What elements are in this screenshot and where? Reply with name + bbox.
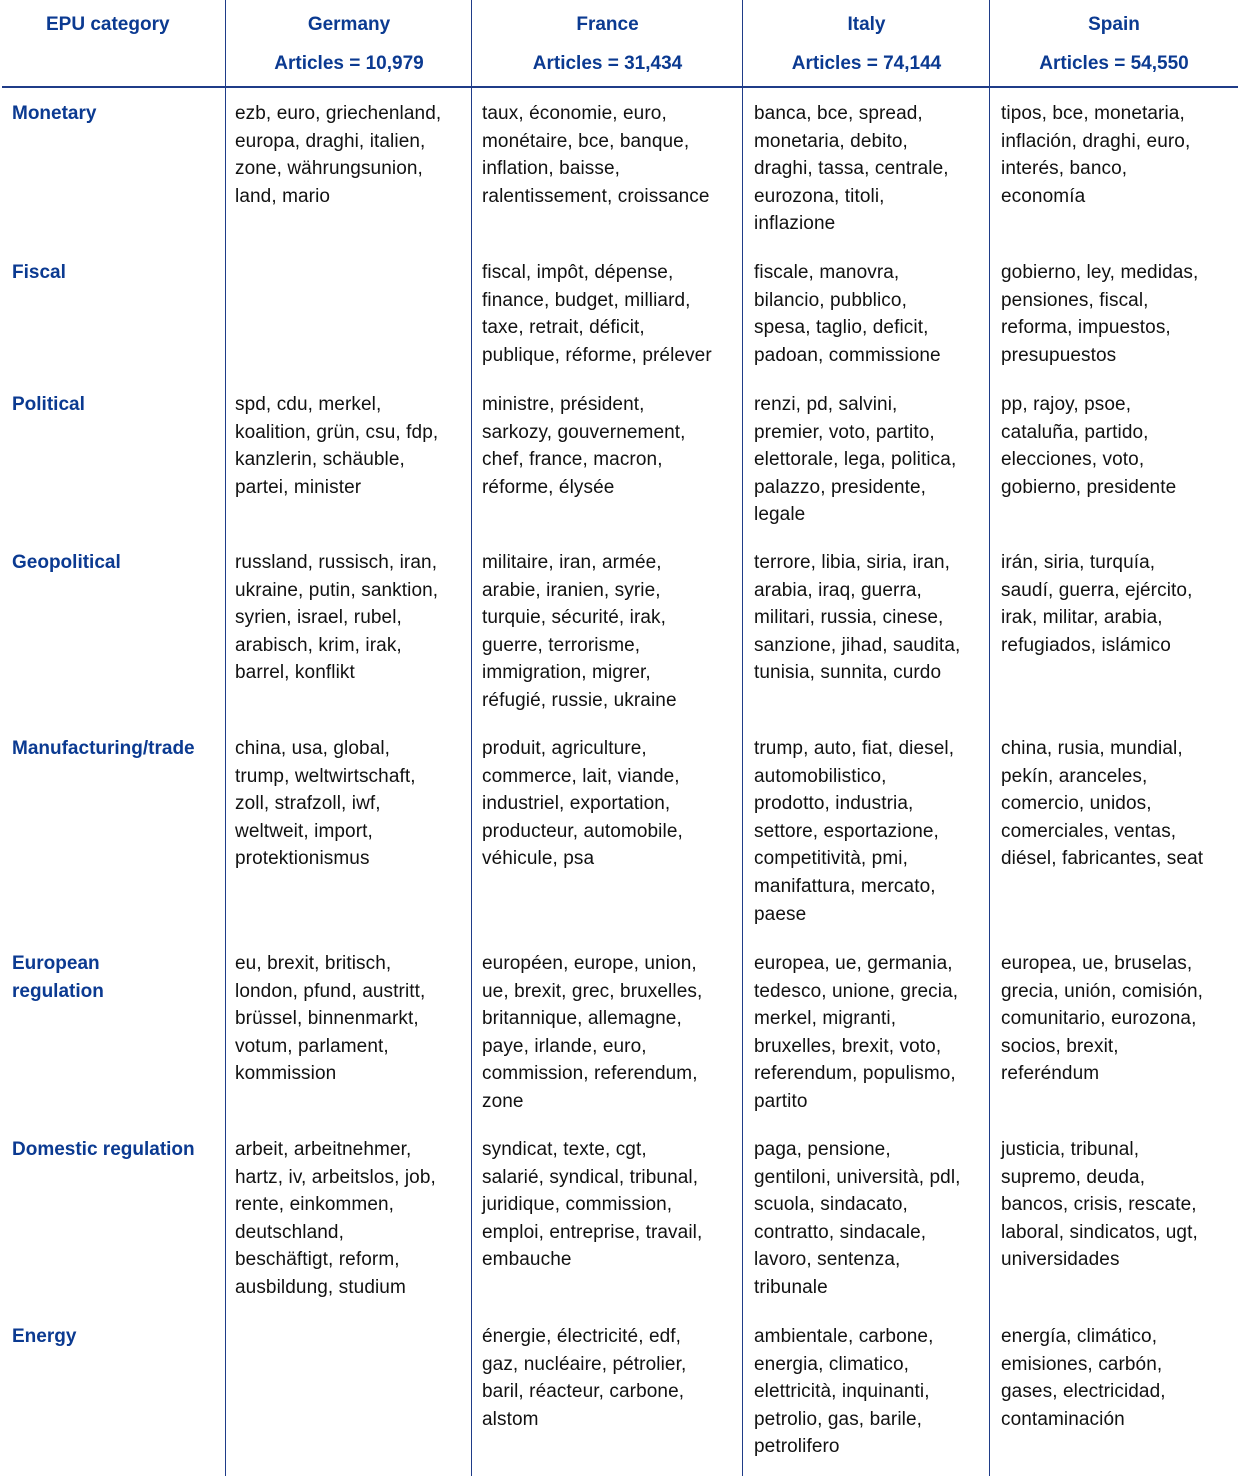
column-rule: [471, 0, 472, 1476]
keyword-cell: [1001, 391, 1176, 501]
keyword-line: pekín, aranceles,: [1001, 765, 1148, 787]
keyword-cell: [754, 259, 941, 369]
keyword-cell: [482, 1323, 686, 1433]
keyword-line: merkel, migranti,: [754, 1008, 897, 1030]
keyword-line: contratto, sindacale,: [754, 1221, 927, 1243]
keyword-line: draghi, tassa, centrale,: [754, 158, 949, 180]
keyword-line: automobilistico,: [754, 765, 887, 787]
header-category: [0, 0, 226, 86]
keyword-cell: [754, 100, 949, 238]
keyword-line: trump, auto, fiat, diesel,: [754, 738, 955, 759]
keyword-line: publique, réforme, prélever: [482, 344, 712, 366]
keyword-line: britannique, allemagne,: [482, 1008, 682, 1030]
keyword-line: commerce, lait, viande,: [482, 765, 680, 787]
keyword-line: énergie, électricité, edf,: [482, 1326, 682, 1347]
keyword-line: inflation, baisse,: [482, 158, 621, 180]
keyword-line: presupuestos: [1001, 344, 1117, 366]
category-label: Fiscal: [12, 262, 66, 283]
keyword-line: weltweit, import,: [235, 820, 373, 842]
keyword-line: kommission: [235, 1063, 337, 1085]
keyword-line: barrel, konflikt: [235, 662, 355, 684]
keyword-line: energía, climático,: [1001, 1326, 1158, 1347]
keyword-line: referendum, populismo,: [754, 1063, 956, 1085]
keyword-cell: [1001, 735, 1203, 873]
keyword-line: irán, siria, turquía,: [1001, 552, 1156, 573]
keyword-line: bancos, crisis, rescate,: [1001, 1194, 1197, 1216]
keyword-cell: [1001, 1136, 1198, 1274]
keyword-line: petrolio, gas, barile,: [754, 1408, 923, 1430]
keyword-line: ambientale, carbone,: [754, 1326, 934, 1347]
keyword-line: scuola, sindacato,: [754, 1194, 908, 1216]
keyword-line: manifattura, mercato,: [754, 875, 936, 897]
keyword-line: koalition, grün, csu, fdp,: [235, 421, 439, 443]
keyword-line: commission, referendum,: [482, 1063, 698, 1085]
keyword-line: arabia, iraq, guerra,: [754, 579, 922, 601]
keyword-line: contaminación: [1001, 1408, 1125, 1430]
keyword-cell: [754, 735, 954, 928]
keyword-line: paye, irlande, euro,: [482, 1035, 647, 1057]
keyword-line: economía: [1001, 185, 1086, 207]
keyword-line: spesa, taglio, deficit,: [754, 317, 929, 339]
keyword-line: europea, ue, germania,: [754, 953, 953, 974]
keyword-cell: [482, 100, 710, 210]
keyword-line: gobierno, presidente: [1001, 476, 1177, 498]
keyword-cell: [754, 549, 960, 687]
keyword-line: universidades: [1001, 1249, 1120, 1271]
keyword-line: russland, russisch, iran,: [235, 552, 438, 573]
keyword-line: ministre, président,: [482, 394, 645, 415]
keyword-cell: [754, 1136, 961, 1302]
keyword-cell: [235, 950, 425, 1088]
keyword-line: elecciones, voto,: [1001, 449, 1145, 471]
keyword-line: paese: [754, 903, 807, 925]
keyword-line: terrore, libia, siria, iran,: [754, 552, 951, 573]
article-count: Articles = 31,434: [532, 53, 683, 74]
header-italy: [743, 0, 990, 86]
keyword-line: justicia, tribunal,: [1001, 1139, 1140, 1160]
article-count: Articles = 10,979: [274, 53, 424, 74]
keyword-line: petrolifero: [754, 1436, 840, 1458]
keyword-line: européen, europe, union,: [482, 953, 697, 974]
keyword-line: ezb, euro, griechenland,: [235, 103, 442, 124]
keyword-line: sanzione, jihad, saudita,: [754, 634, 961, 656]
keyword-line: chef, france, macron,: [482, 449, 663, 471]
keyword-line: comercio, unidos,: [1001, 793, 1152, 815]
keyword-line: arabie, iranien, syrie,: [482, 579, 661, 601]
keyword-line: hartz, iv, arbeitslos, job,: [235, 1166, 436, 1188]
keyword-line: juridique, commission,: [482, 1194, 673, 1216]
keyword-cell: [754, 950, 958, 1116]
category-label-line: regulation: [12, 981, 104, 1002]
keyword-line: fiscale, manovra,: [754, 262, 900, 283]
keyword-line: monetaria, debito,: [754, 130, 908, 152]
keyword-line: eurozona, titoli,: [754, 185, 885, 207]
keyword-cell: [1001, 549, 1192, 659]
keyword-line: producteur, automobile,: [482, 820, 683, 842]
keyword-line: inflación, draghi, euro,: [1001, 130, 1191, 152]
keyword-line: ralentissement, croissance: [482, 185, 710, 207]
keyword-cell: [482, 950, 702, 1116]
keyword-line: eu, brexit, britisch,: [235, 953, 392, 974]
keyword-line: trump, weltwirtschaft,: [235, 765, 416, 787]
keyword-cell: [482, 549, 677, 715]
keyword-line: tribunale: [754, 1276, 828, 1298]
keyword-line: syrien, israel, rubel,: [235, 607, 402, 629]
keyword-cell: [482, 259, 712, 369]
header-germany: [226, 0, 472, 86]
keyword-line: saudí, guerra, ejército,: [1001, 579, 1193, 601]
keyword-line: refugiados, islámico: [1001, 634, 1171, 656]
keyword-cell: [482, 735, 683, 873]
keyword-line: ukraine, putin, sanktion,: [235, 579, 439, 601]
keyword-cell: [754, 391, 956, 529]
keyword-line: lavoro, sentenza,: [754, 1249, 901, 1271]
keyword-line: energia, climatico,: [754, 1353, 910, 1375]
keyword-cell: [235, 735, 416, 873]
keyword-line: banca, bce, spread,: [754, 103, 923, 124]
keyword-cell: [235, 1136, 436, 1302]
keyword-line: zone: [482, 1090, 524, 1112]
keyword-line: salarié, syndical, tribunal,: [482, 1166, 699, 1188]
keyword-line: china, usa, global,: [235, 738, 391, 759]
keyword-line: premier, voto, partito,: [754, 421, 935, 443]
country-name: Germany: [307, 14, 391, 35]
keyword-line: pensiones, fiscal,: [1001, 289, 1149, 311]
keyword-line: finance, budget, milliard,: [482, 289, 691, 311]
keyword-line: gobierno, ley, medidas,: [1001, 262, 1199, 283]
keyword-line: ausbildung, studium: [235, 1276, 406, 1298]
country-name: France: [576, 14, 639, 35]
keyword-line: partei, minister: [235, 476, 362, 498]
column-rule: [742, 0, 743, 1476]
keyword-line: settore, esportazione,: [754, 820, 939, 842]
keyword-cell: [235, 100, 441, 210]
keyword-line: véhicule, psa: [482, 848, 595, 870]
header-france: [472, 0, 743, 86]
keyword-line: deutschland,: [235, 1221, 344, 1243]
keyword-line: legale: [754, 504, 806, 526]
keyword-cell: [235, 391, 438, 501]
keyword-line: renzi, pd, salvini,: [754, 394, 898, 415]
country-name: Italy: [847, 14, 886, 35]
keyword-line: réforme, élysée: [482, 476, 615, 498]
keyword-line: arbeit, arbeitnehmer,: [235, 1139, 412, 1160]
keyword-line: rente, einkommen,: [235, 1194, 395, 1216]
category-label: Domestic regulation: [12, 1139, 195, 1160]
keyword-line: fiscal, impôt, dépense,: [482, 262, 674, 283]
keyword-line: produit, agriculture,: [482, 738, 647, 759]
keyword-line: europa, draghi, italien,: [235, 130, 426, 152]
keyword-line: ue, brexit, grec, bruxelles,: [482, 980, 703, 1002]
keyword-line: embauche: [482, 1249, 572, 1271]
keyword-line: comunitario, eurozona,: [1001, 1008, 1197, 1030]
category-label: Energy: [12, 1326, 77, 1347]
category-label: [12, 950, 220, 1006]
keyword-line: diésel, fabricantes, seat: [1001, 848, 1204, 870]
category-label-line: European: [12, 953, 100, 974]
article-count: Articles = 54,550: [1039, 53, 1189, 74]
keyword-line: protektionismus: [235, 848, 370, 870]
keyword-line: tedesco, unione, grecia,: [754, 980, 959, 1002]
keyword-line: sarkozy, gouvernement,: [482, 421, 686, 443]
keyword-line: gaz, nucléaire, pétrolier,: [482, 1353, 687, 1375]
keyword-line: elettorale, lega, politica,: [754, 449, 957, 471]
category-label: Manufacturing/trade: [12, 738, 195, 759]
keyword-line: spd, cdu, merkel,: [235, 394, 382, 415]
keyword-line: arabisch, krim, irak,: [235, 634, 402, 656]
keyword-cell: [482, 1136, 702, 1274]
keyword-line: bruxelles, brexit, voto,: [754, 1035, 942, 1057]
country-name: Spain: [1088, 14, 1140, 35]
keyword-line: alstom: [482, 1408, 539, 1430]
keyword-line: immigration, migrer,: [482, 662, 651, 684]
keyword-line: laboral, sindicatos, ugt,: [1001, 1221, 1198, 1243]
keyword-line: grecia, unión, comisión,: [1001, 980, 1204, 1002]
header-category-label: EPU category: [46, 14, 170, 35]
keyword-cell: [1001, 259, 1198, 369]
column-rule: [225, 0, 226, 1476]
keyword-line: partito: [754, 1090, 808, 1112]
keyword-line: emploi, entreprise, travail,: [482, 1221, 703, 1243]
keyword-line: reforma, impuestos,: [1001, 317, 1171, 339]
keyword-line: padoan, commissione: [754, 344, 941, 366]
keyword-line: cataluña, partido,: [1001, 421, 1149, 443]
column-rule: [989, 0, 990, 1476]
keyword-line: guerre, terrorisme,: [482, 634, 641, 656]
keyword-line: comerciales, ventas,: [1001, 820, 1177, 842]
category-label: Political: [12, 394, 85, 415]
keyword-line: beschäftigt, reform,: [235, 1249, 400, 1271]
keyword-line: palazzo, presidente,: [754, 476, 927, 498]
keyword-cell: [1001, 950, 1203, 1088]
keyword-line: inflazione: [754, 213, 836, 235]
keyword-line: prodotto, industria,: [754, 793, 914, 815]
keyword-line: pp, rajoy, psoe,: [1001, 394, 1132, 415]
keyword-line: turquie, sécurité, irak,: [482, 607, 667, 629]
keyword-cell: [1001, 1323, 1166, 1433]
keyword-cell: [482, 391, 686, 501]
keyword-cell: [235, 549, 438, 687]
keyword-line: emisiones, carbón,: [1001, 1353, 1163, 1375]
keyword-line: baril, réacteur, carbone,: [482, 1381, 685, 1403]
keyword-line: industriel, exportation,: [482, 793, 671, 815]
keyword-line: interés, banco,: [1001, 158, 1128, 180]
keyword-line: tipos, bce, monetaria,: [1001, 103, 1185, 124]
keyword-line: tunisia, sunnita, curdo: [754, 662, 942, 684]
category-label: Geopolitical: [12, 552, 121, 573]
keyword-line: taxe, retrait, déficit,: [482, 317, 645, 339]
keyword-line: gases, electricidad,: [1001, 1381, 1166, 1403]
header-spain: [990, 0, 1238, 86]
keyword-line: supremo, deuda,: [1001, 1166, 1146, 1188]
keyword-line: competitività, pmi,: [754, 848, 908, 870]
keyword-line: land, mario: [235, 185, 331, 207]
keyword-line: socios, brexit,: [1001, 1035, 1119, 1057]
keyword-line: syndicat, texte, cgt,: [482, 1139, 647, 1160]
keyword-line: irak, militar, arabia,: [1001, 607, 1163, 629]
keyword-line: brüssel, binnenmarkt,: [235, 1008, 419, 1030]
keyword-line: réfugié, russie, ukraine: [482, 689, 677, 711]
keyword-cell: [1001, 100, 1190, 210]
keyword-line: europea, ue, bruselas,: [1001, 953, 1193, 974]
keyword-line: china, rusia, mundial,: [1001, 738, 1183, 759]
category-label: Monetary: [12, 103, 97, 124]
keyword-cell: [754, 1323, 933, 1461]
keyword-line: votum, parlament,: [235, 1035, 389, 1057]
article-count: Articles = 74,144: [791, 53, 942, 74]
keyword-line: militari, russia, cinese,: [754, 607, 944, 629]
keyword-line: monétaire, bce, banque,: [482, 130, 690, 152]
keyword-line: bilancio, pubblico,: [754, 289, 907, 311]
keyword-line: elettricità, inquinanti,: [754, 1381, 930, 1403]
keyword-line: paga, pensione,: [754, 1139, 891, 1160]
keyword-line: london, pfund, austritt,: [235, 980, 426, 1002]
keyword-line: taux, économie, euro,: [482, 103, 667, 124]
keyword-line: kanzlerin, schäuble,: [235, 449, 405, 471]
keyword-line: referéndum: [1001, 1063, 1100, 1085]
keyword-line: zone, währungsunion,: [235, 158, 423, 180]
keyword-line: gentiloni, università, pdl,: [754, 1166, 961, 1188]
keyword-line: zoll, strafzoll, iwf,: [235, 793, 381, 815]
keyword-line: militaire, iran, armée,: [482, 552, 662, 573]
